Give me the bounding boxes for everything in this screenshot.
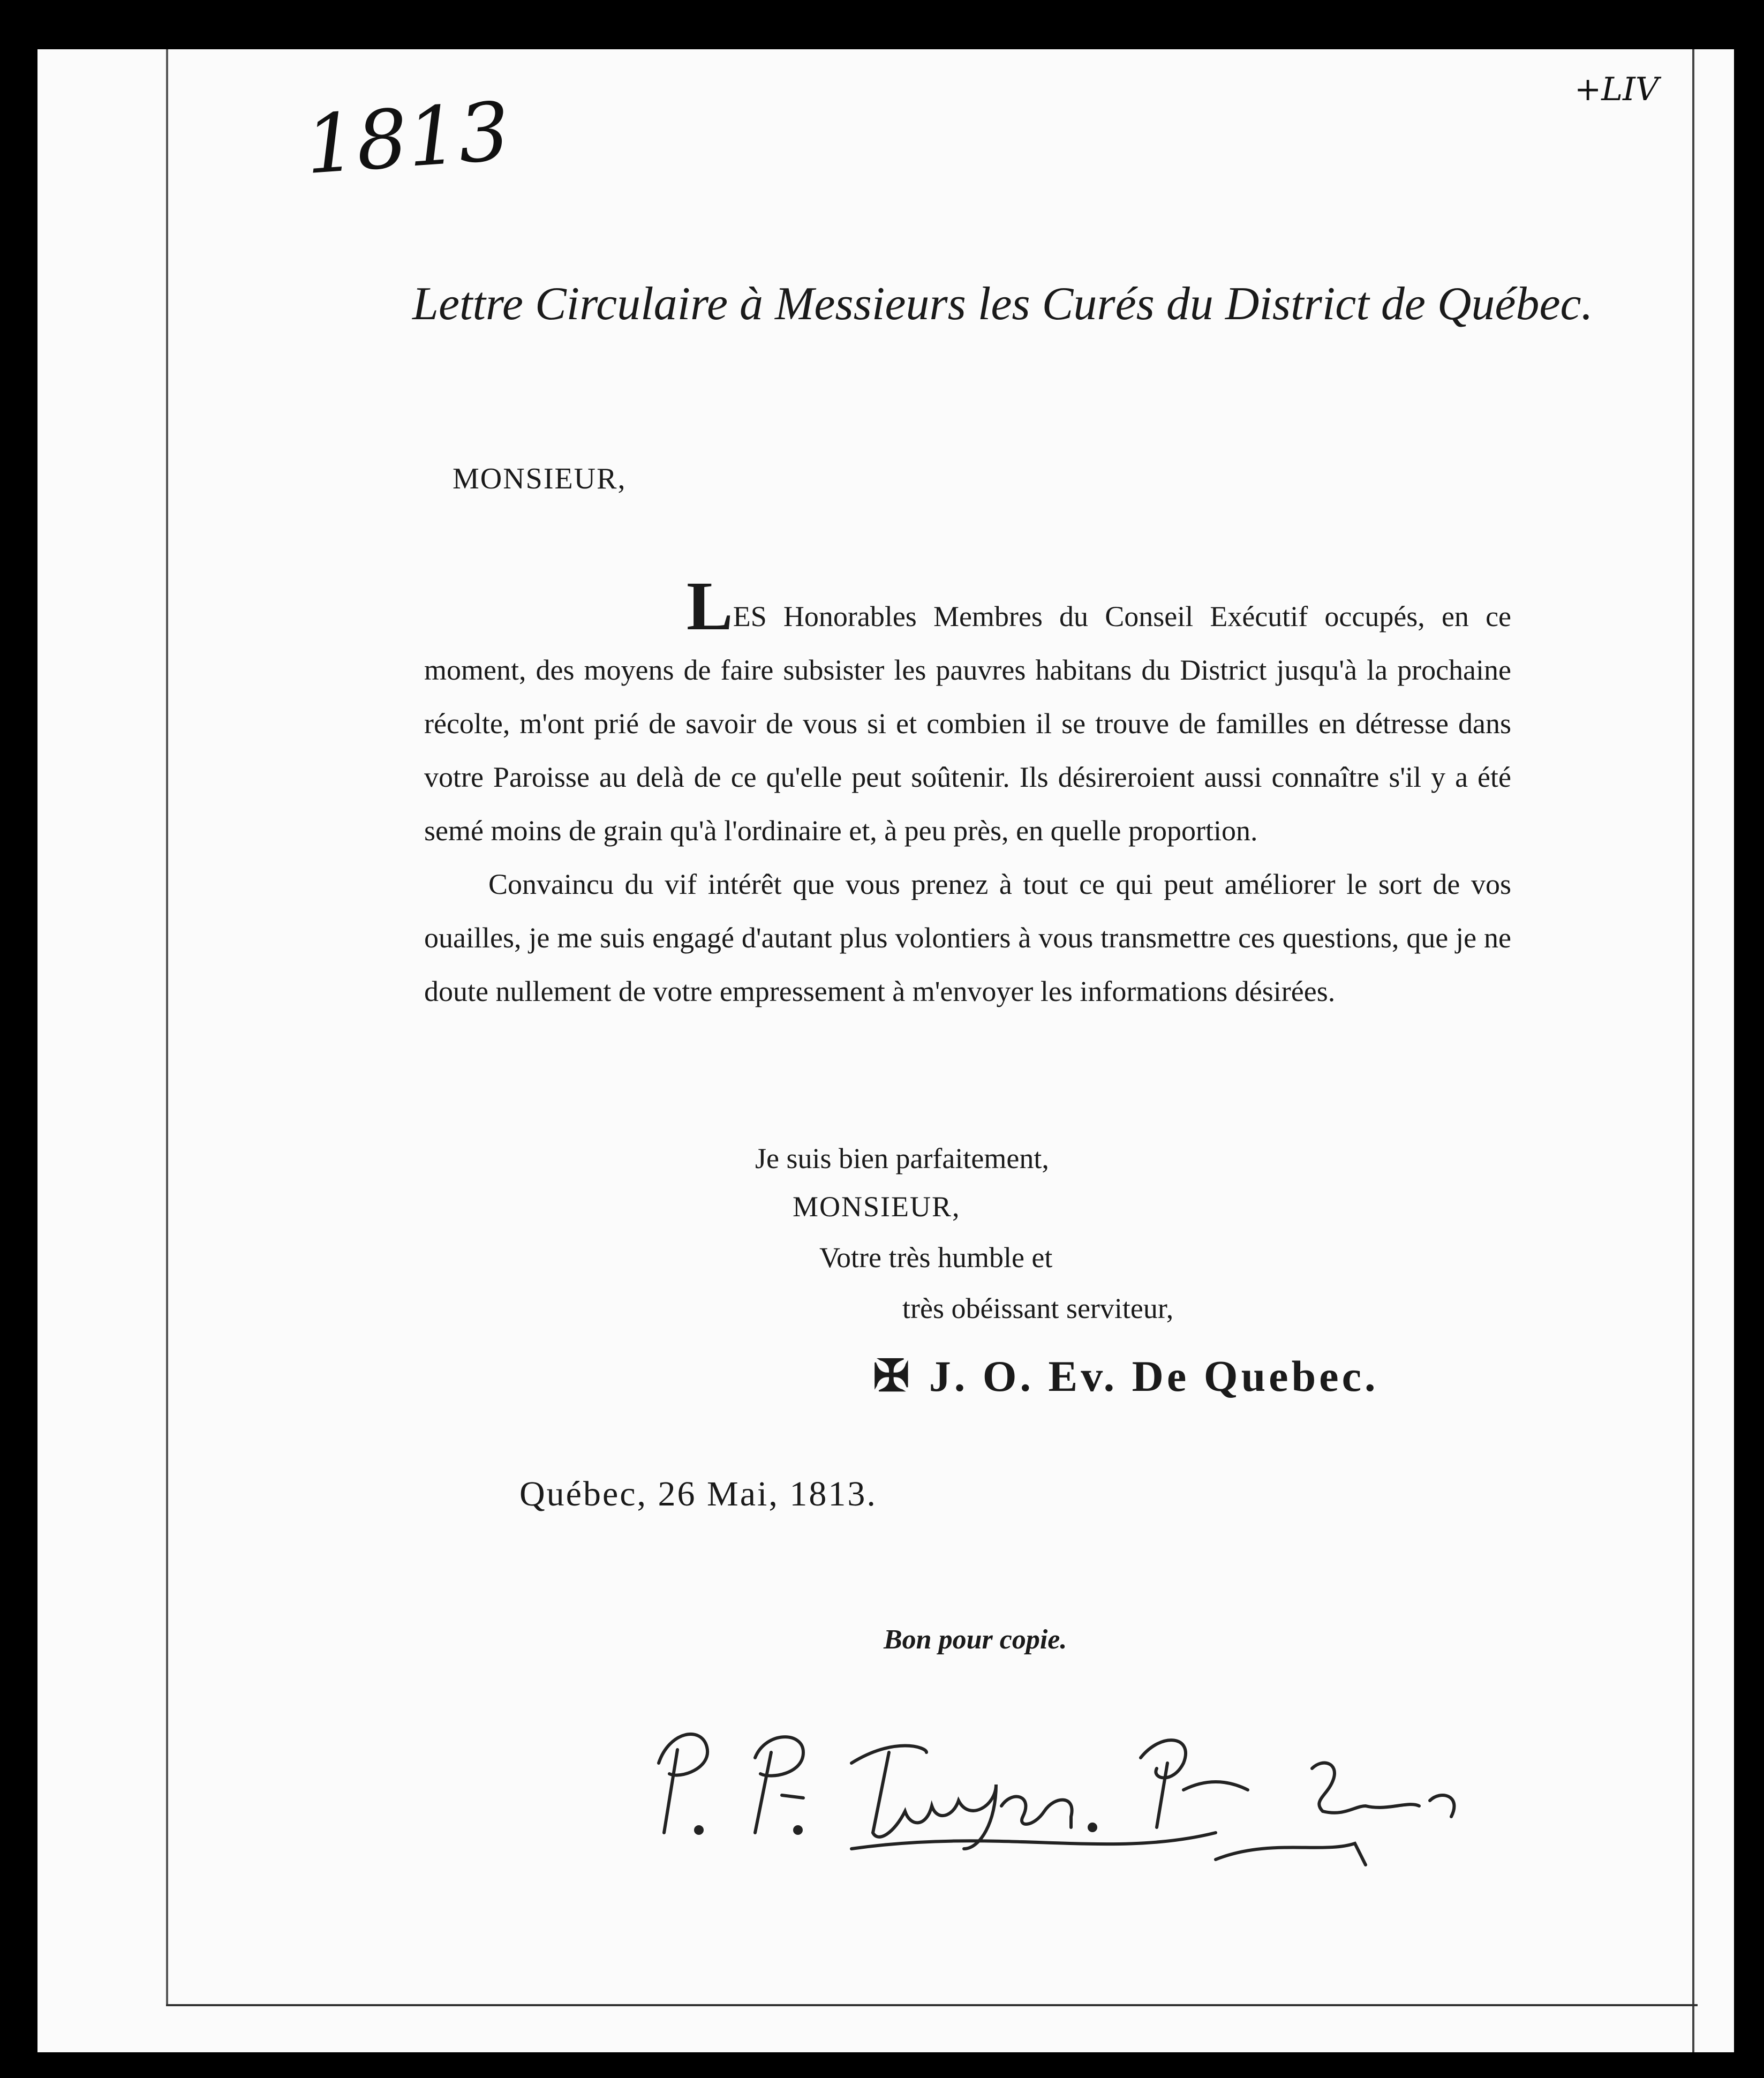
document-page [37,49,1734,2052]
handwritten-corner-mark: +LIV [1574,71,1659,108]
paragraph-2: Convaincu du vif intérêt que vous prenez à tout ce qui peut améliorer le sort de vos ouailles, je me suis engagé d'autant plus volontiers à vous transmettre ces questions, que je ne doute nullement de votre empressement à m'envoyer les informations désirées. [424,868,1511,1007]
certification-note: Bon pour copie. [884,1624,1067,1655]
printed-signature-text: J. O. Ev. De Quebec. [929,1352,1379,1401]
paragraph-1-text: en ce moment, des moyens de faire subsister les pauvres habitans du District jusqu'à la prochaine récolte, m'ont prié de savoir de vous si et combien il se trouve de familles en détresse dans votre Paroisse au delà de ce qu'elle peut soûtenir. Ils désireroient aussi connaître s'il y a été semé moins de grain qu'à l'ordinaire et, à peu près, en quelle proportion. [424,600,1512,847]
handwritten-signature [627,1699,1537,1892]
letter-title: Lettre Circulaire à Messieurs les Curés du District de Québec. [412,278,1593,330]
date-line: Québec, 26 Mai, 1813. [519,1474,877,1514]
paragraph-1-first-line: ES Honorables Membres du Conseil Exécutif occupés, [733,600,1425,633]
letter-body [424,568,1512,1018]
closing-line-2: MONSIEUR, [793,1191,961,1223]
closing-line-3: Votre très humble et [819,1241,1053,1274]
page-edge-right [1692,49,1694,2052]
handwritten-year-note: 1813 [302,85,513,193]
salutation: MONSIEUR, [453,462,627,495]
paragraph-1-lead [687,568,1425,645]
paragraph-1 [424,568,1512,857]
page-edge-bottom [166,2004,1698,2006]
cross-icon: ✠ [873,1352,913,1401]
printed-signature [873,1351,1378,1402]
drop-cap: L [687,568,733,645]
closing-line-1: Je suis bien parfaitement, [755,1142,1049,1174]
closing-line-4: très obéissant serviteur, [902,1292,1174,1324]
page-fold-line [166,49,168,2004]
